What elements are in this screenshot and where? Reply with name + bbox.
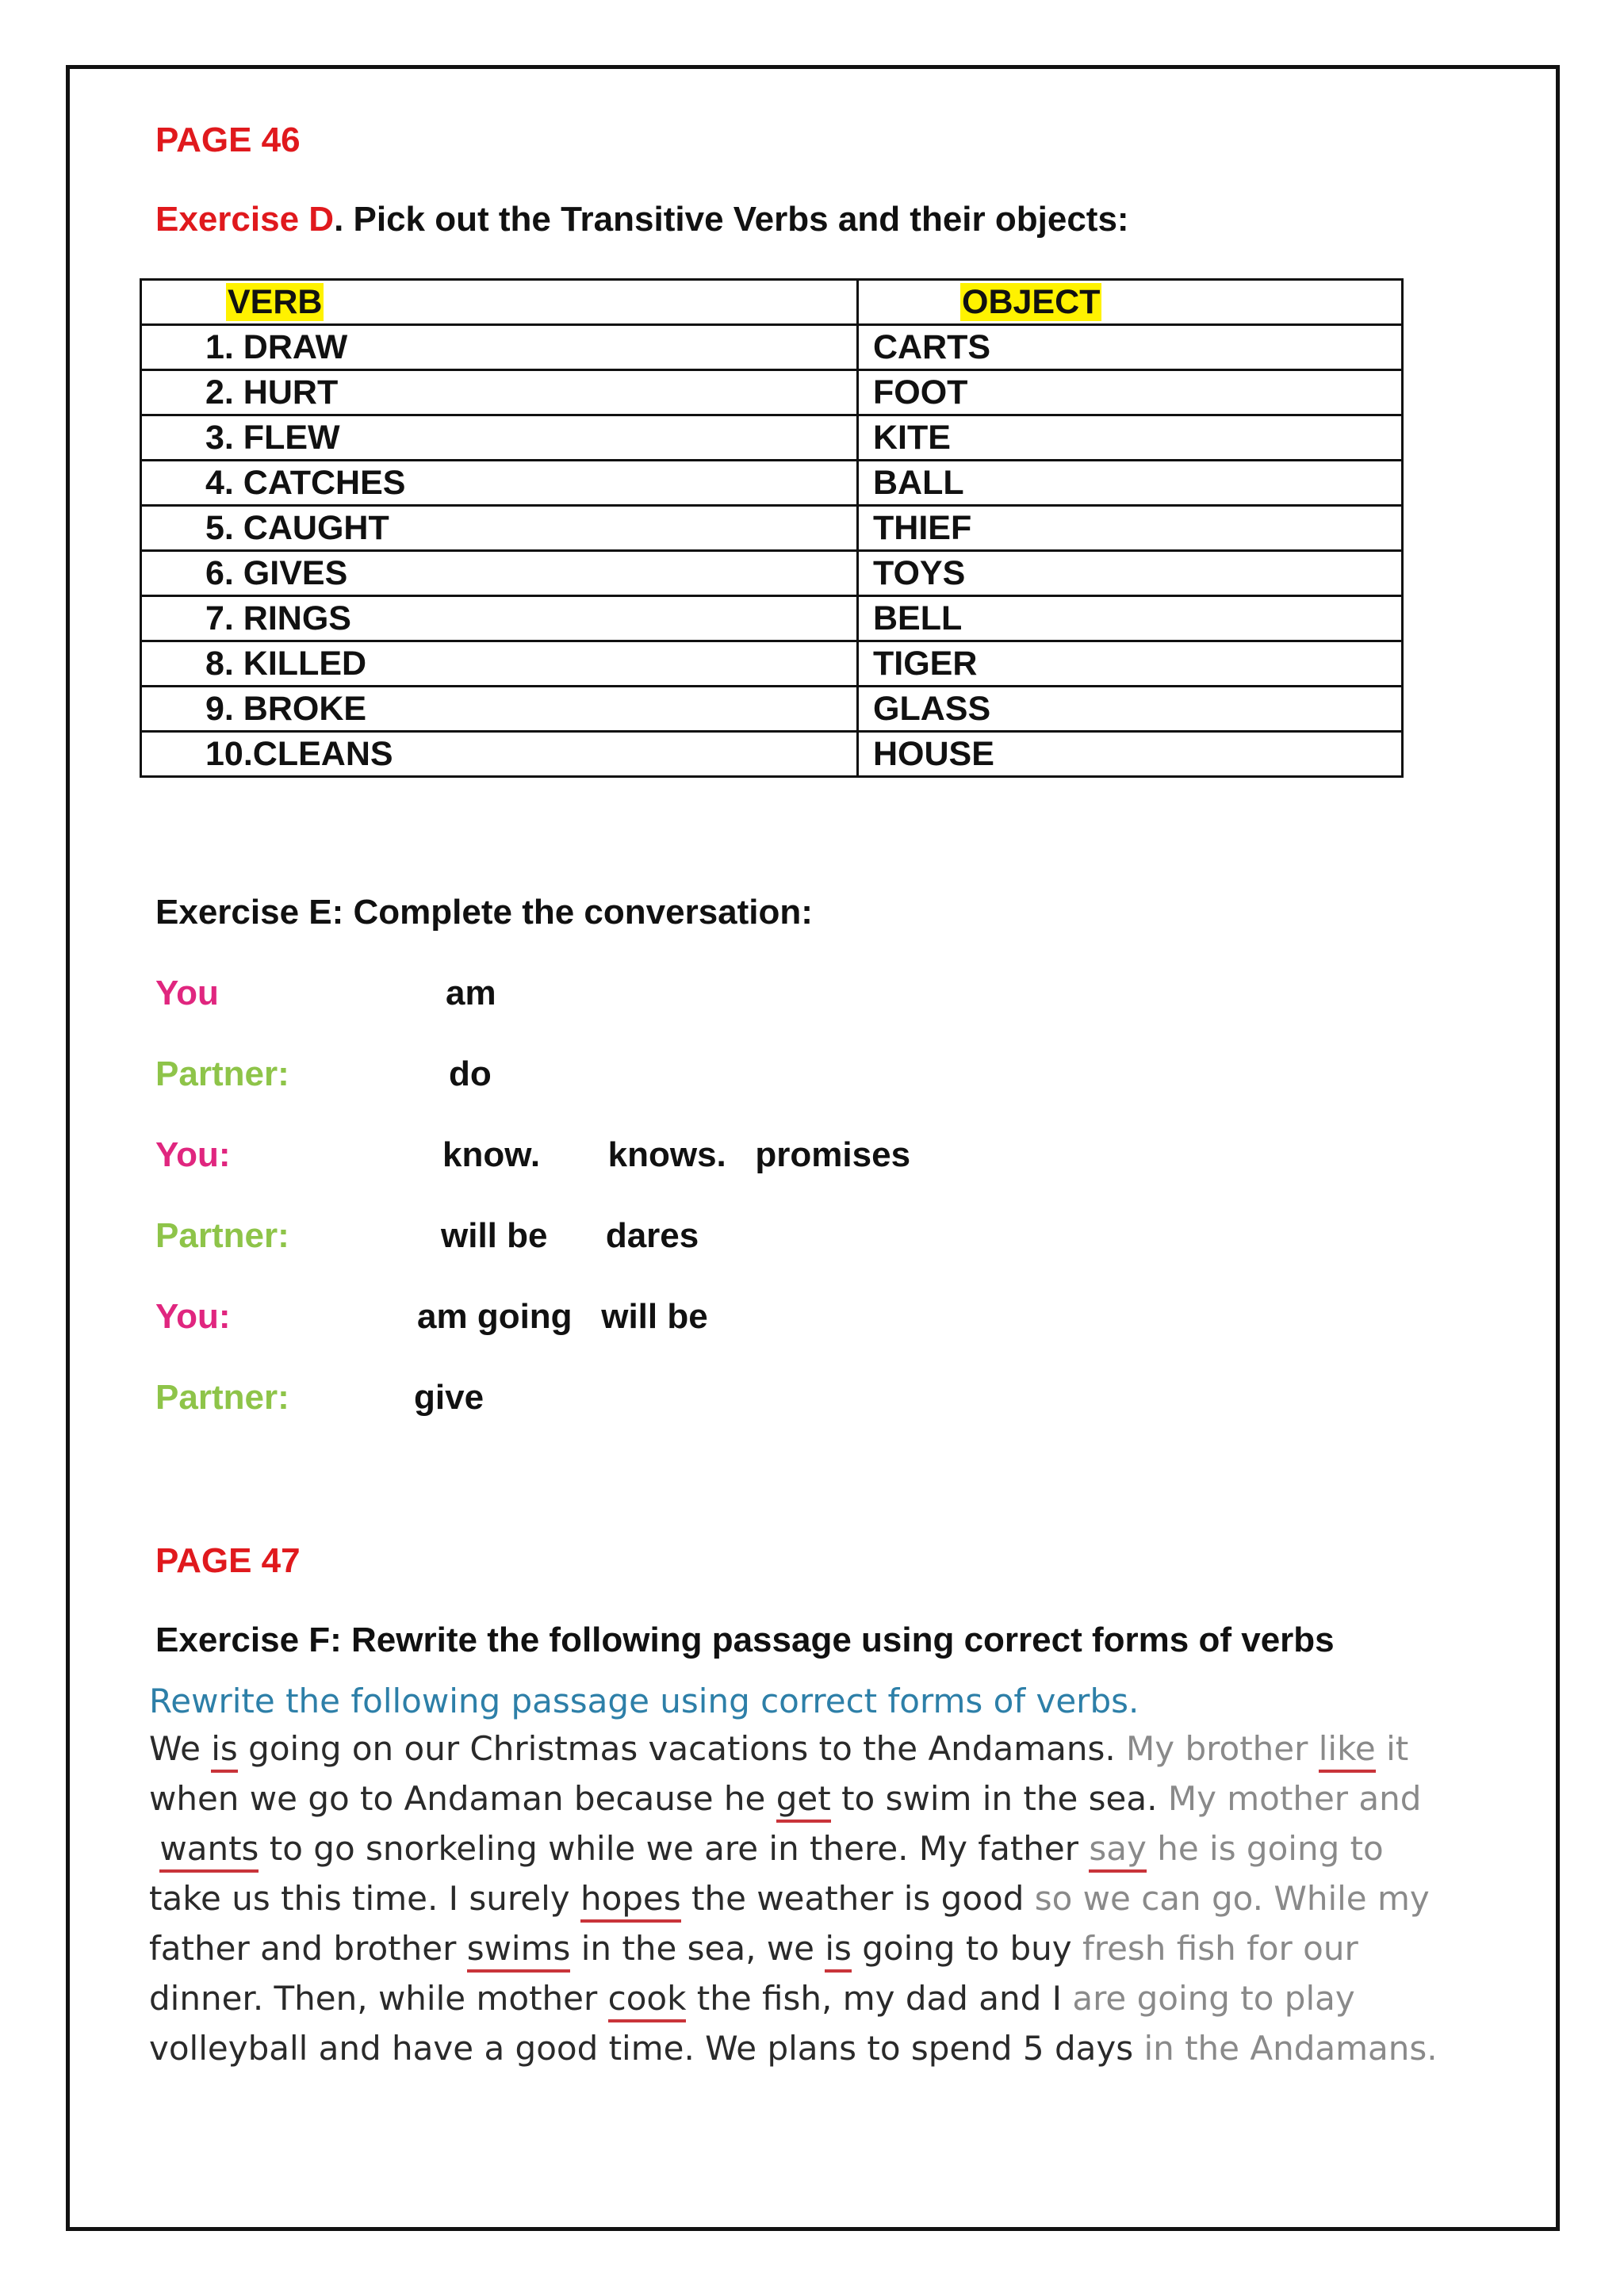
verb-object-table [140,278,1404,778]
passage-text: fresh fish for our [1082,1929,1358,1968]
verb-cell: 4. CATCHES [141,461,858,506]
page-46-heading: PAGE 46 [155,121,301,159]
verb-cell: 9. BROKE [141,687,858,732]
exercise-f-title: Exercise F: Rewrite the following passage using correct forms of verbs [155,1621,1335,1659]
passage-image [149,1679,1470,2073]
passage-line [149,1973,1470,2023]
conversation-answer: do [449,1054,492,1093]
object-cell: CARTS [858,325,1403,370]
object-cell: TIGER [858,641,1403,687]
passage-text: so we can go. While my [1034,1879,1430,1918]
passage-text: the weather is good [680,1879,1035,1918]
object-cell: GLASS [858,687,1403,732]
underlined-verb: like [1319,1729,1376,1773]
object-cell: BALL [858,461,1403,506]
verb-cell: 7. RINGS [141,596,858,641]
verb-header-cell [141,280,858,325]
passage-text [149,1829,159,1868]
table-row [141,596,1403,641]
verb-cell: 1. DRAW [141,325,858,370]
passage-text: My mother and [1167,1779,1422,1818]
passage-line [149,1724,1470,1774]
passage-line [149,1873,1470,1923]
speaker-partner: Partner: [155,1378,289,1417]
underlined-verb: wants [159,1829,259,1873]
passage-text: he is going to [1146,1829,1384,1868]
verb-cell: 5. CAUGHT [141,506,858,551]
passage-text: when we go to Andaman because he [149,1779,776,1818]
passage-line [149,1774,1470,1823]
passage-line [149,1923,1470,1973]
table-row [141,415,1403,461]
object-cell: TOYS [858,551,1403,596]
verb-cell: 6. GIVES [141,551,858,596]
object-header: OBJECT [962,283,1101,321]
exercise-d-label: Exercise D [155,200,335,239]
speaker-you: You: [155,1297,231,1336]
underlined-verb: get [776,1779,831,1823]
passage-text: take us this time. I surely [149,1879,580,1918]
table-row [141,506,1403,551]
table-row [141,551,1403,596]
passage-text: going to buy [851,1929,1082,1968]
underlined-verb: is [211,1729,238,1773]
underlined-verb: swims [467,1929,571,1973]
speaker-you: You: [155,1135,231,1174]
underlined-verb: is [825,1929,852,1973]
verb-cell: 2. HURT [141,370,858,415]
passage-text: to swim in the sea. [830,1779,1168,1818]
passage-line [149,1823,1470,1873]
object-cell: FOOT [858,370,1403,415]
passage-text: dinner. Then, while mother [149,1979,608,2018]
object-cell: THIEF [858,506,1403,551]
verb-cell: 3. FLEW [141,415,858,461]
table-row [141,641,1403,687]
passage-text: We [149,1729,212,1768]
passage-title: Rewrite the following passage using correct forms of verbs. [149,1682,1139,1720]
passage-text: going on our Christmas vacations to the Andamans. [237,1729,1127,1768]
table-row [141,325,1403,370]
underlined-verb: hopes [580,1879,681,1923]
object-cell: HOUSE [858,732,1403,777]
verb-cell: 8. KILLED [141,641,858,687]
speaker-partner: Partner: [155,1054,289,1093]
verb-header: VERB [228,283,323,321]
exercise-d-instruction: . Pick out the Transitive Verbs and their objects: [334,200,1129,239]
passage-text: are going to play [1072,1979,1355,2018]
passage-text: it [1375,1729,1409,1768]
table-row [141,687,1403,732]
table-row [141,370,1403,415]
passage-text: volleyball and have a good time. We plans to spend 5 days [149,2029,1144,2068]
passage-text: My brother [1126,1729,1319,1768]
conversation-answer: know. knows. promises [442,1135,911,1174]
exercise-e-title: Exercise E: Complete the conversation: [155,893,813,932]
conversation-answer: will be dares [441,1216,699,1255]
table-header-row [141,280,1403,325]
passage-text: to go snorkeling while we are in there. My father [259,1829,1090,1868]
exercise-d-title [155,200,1129,239]
conversation-answer: am going will be [417,1297,708,1336]
passage-text: father and brother [149,1929,467,1968]
object-header-cell [858,280,1403,325]
conversation-answer: give [414,1378,485,1417]
passage-text: the fish, my dad and I [686,1979,1073,2018]
verb-cell: 10.CLEANS [141,732,858,777]
underlined-verb: cook [608,1979,687,2022]
passage-lines [149,1724,1470,2073]
underlined-verb: say [1089,1829,1146,1873]
conversation-answer: am [446,974,496,1012]
object-cell: BELL [858,596,1403,641]
passage-text: in the Andamans. [1143,2029,1438,2068]
table-row [141,461,1403,506]
speaker-partner: Partner: [155,1216,289,1255]
speaker-you: You [155,974,219,1012]
page-47-heading: PAGE 47 [155,1541,301,1580]
passage-line [149,2023,1470,2073]
passage-text: in the sea, we [570,1929,825,1968]
object-cell: KITE [858,415,1403,461]
table-row [141,732,1403,777]
